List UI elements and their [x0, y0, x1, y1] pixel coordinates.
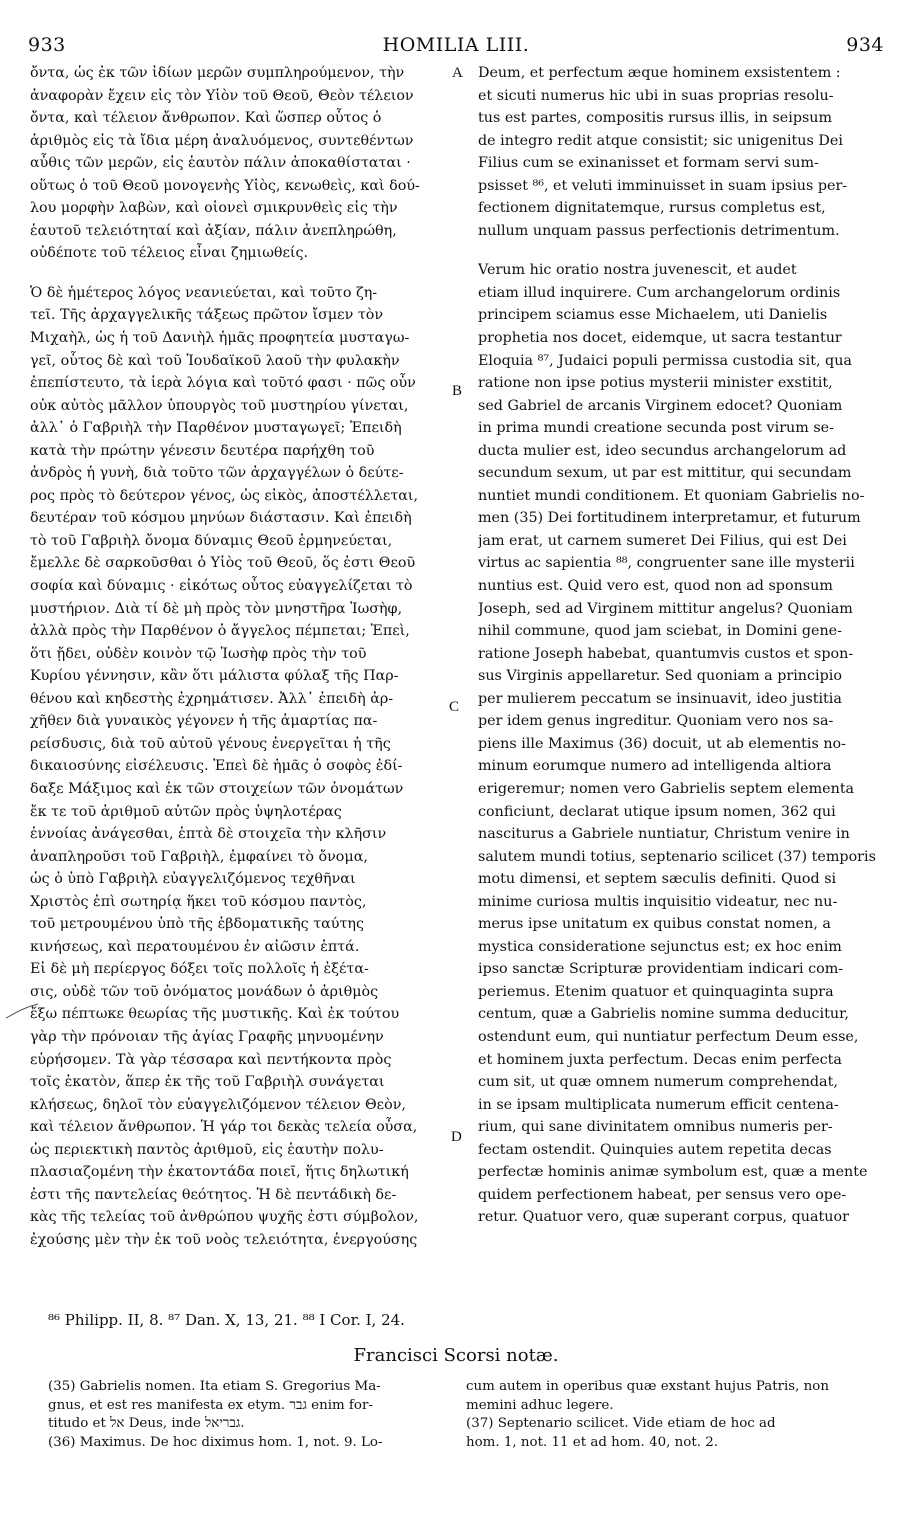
latin-line: ipso sanctæ Scripturæ providentiam indicari com-	[478, 961, 844, 978]
margin-letter-c: C	[449, 699, 460, 715]
note-line: memini adhuc legere.	[466, 1397, 614, 1413]
greek-line: ἔμελλε δὲ σαρκοῦσθαι ὁ Υἱὸς τοῦ Θεοῦ, ὅς ἐστι Θεοῦ	[30, 555, 416, 572]
margin-letter-b: B	[452, 383, 463, 399]
latin-line: Joseph, sed ad Virginem mittitur angelus? Quoniam	[478, 600, 853, 617]
greek-line: ἀλλ᾽ ὁ Γαβριὴλ τὴν Παρθένον μυσταγωγεῖ; Ἐπειδὴ	[30, 420, 402, 437]
greek-line: Ὁ δὲ ἡμέτερος λόγος νεανιεύεται, καὶ τοῦτο ζη-	[30, 284, 378, 301]
latin-line: nuntius est. Quid vero est, quod non ad sponsum	[478, 578, 833, 595]
greek-line: οὐδέποτε τοῦ τέλειος εἶναι ζημιωθείς.	[30, 245, 309, 262]
greek-line: δικαιοσύνης εἰσέλευσις. Ἐπεὶ δὲ ἡμᾶς ὁ σοφὸς ἐδί-	[30, 758, 403, 775]
latin-line: et hominem juxta perfectum. Decas enim perfecta	[478, 1051, 842, 1068]
latin-line: rium, qui sane divinitatem omnibus numeris per-	[478, 1119, 833, 1136]
latin-line: quidem perfectionem habeat, per sensus vero ope-	[478, 1186, 847, 1203]
greek-line: ἐχούσης μὲν τὴν ἐκ τοῦ νοὸς τελειότητα, ἐνεργούσης	[30, 1231, 418, 1248]
latin-line: conficiunt, declarat utique ipsum nomen, 362 qui	[478, 803, 836, 820]
greek-line: ἀριθμὸς εἰς τὰ ἴδια μέρη ἀναλυόμενος, συντεθέντων	[30, 132, 414, 149]
greek-line: εὑρήσομεν. Τὰ γὰρ τέσσαρα καὶ πεντήκοντα πρὸς	[30, 1051, 392, 1068]
greek-line: ἐννοίας ἀνάγεσθαι, ἑπτὰ δὲ στοιχεῖα τὴν κλῆσιν	[30, 826, 387, 843]
latin-line: sus Virginis appellaretur. Sed quoniam a principio	[478, 668, 842, 685]
greek-line: ρείσδυσις, διὰ τοῦ αὐτοῦ γένους ἐνεργεῖται ἡ τῆς	[30, 735, 391, 752]
left-page-number: 933	[28, 34, 66, 56]
greek-line: γεῖ, οὗτος δὲ καὶ τοῦ Ἰουδαϊκοῦ λαοῦ τὴν φυλακὴν	[30, 352, 400, 369]
latin-line: men (35) Dei fortitudinem interpretamur, et futurum	[478, 510, 861, 527]
running-title: HOMILIA LIII.	[382, 34, 530, 56]
latin-line: Eloquia ⁸⁷, Judaici populi permissa custodia sit, qua	[478, 352, 852, 369]
latin-line: merus ipse unitatum ex quibus constat nomen, a	[478, 916, 831, 933]
latin-line: psisset ⁸⁶, et veluti imminuisset in suam ipsius per-	[478, 177, 848, 194]
running-header	[24, 34, 888, 58]
greek-line: ὅτι ᾔδει, οὐδὲν κοινὸν τῷ Ἰωσὴφ πρὸς τὴν τοῦ	[30, 645, 367, 662]
greek-line: ὄντα, καὶ τέλειον ἄνθρωπον. Καὶ ὥσπερ οὗτος ὁ	[30, 110, 382, 127]
latin-line: prophetia nos docet, eidemque, ut sacra testantur	[478, 330, 842, 347]
latin-line: retur. Quatuor vero, quæ superant corpus, quatuor	[478, 1209, 849, 1226]
greek-text-column	[30, 62, 463, 1251]
latin-line: cum sit, ut quæ omnem numerum comprehendat,	[478, 1074, 838, 1091]
greek-line: τοῦ μετρουμένου ὑπὸ τῆς ἑβδοματικῆς ταύτης	[30, 916, 364, 933]
greek-line: κινήσεως, καὶ περατουμένου ἐν αἰῶσιν ἑπτά.	[30, 938, 360, 955]
latin-line: et sicuti numerus hic ubi in suas proprias resolu-	[478, 87, 834, 104]
greek-line: ὄντα, ὡς ἐκ τῶν ἰδίων μερῶν συμπληρούμενον, τὴν	[30, 65, 405, 81]
latin-line: principem sciamus esse Michaelem, uti Danielis	[478, 307, 828, 324]
greek-line: τεῖ. Τῆς ἀρχαγγελικῆς τάξεως πρῶτον ἴσμεν τὸν	[30, 307, 384, 324]
latin-line: minum eorumque numero ad intelligenda altiora	[478, 758, 832, 775]
margin-letter-a: A	[452, 65, 463, 81]
greek-line: ρος πρὸς τὸ δεύτερον γένος, ὡς εἰκὸς, ἀποστέλλεται,	[30, 487, 419, 504]
paragraph-gap	[478, 242, 880, 259]
greek-line: δαξε Μάξιμος καὶ ἐκ τῶν στοιχείων τῶν ὀνομάτων	[30, 780, 404, 797]
latin-line: nasciturus a Gabriele nuntiatur, Christum venire in	[478, 826, 850, 843]
latin-line: ostendunt eum, qui nuntiatur perfectum Deum esse,	[478, 1028, 859, 1045]
latin-line: Deum, et perfectum æque hominem exsistentem :	[478, 65, 841, 81]
greek-line: Εἰ δὲ μὴ περίεργος δόξει τοῖς πολλοῖς ἡ ἐξέτα-	[30, 961, 369, 978]
note-line: hom. 1, not. 11 et ad hom. 40, not. 2.	[466, 1434, 718, 1450]
greek-line: Μιχαὴλ, ὡς ἡ τοῦ Δανιὴλ ἡμᾶς προφητεία μυσταγω-	[30, 330, 410, 347]
latin-line: sed Gabriel de arcanis Virginem edocet? Quoniam	[478, 397, 843, 414]
latin-line: etiam illud inquirere. Cum archangelorum ordinis	[478, 284, 841, 301]
paragraph-gap	[30, 265, 460, 282]
latin-line: nuntiet mundi conditionem. Et quoniam Gabrielis no-	[478, 487, 865, 504]
greek-line: θένου καὶ κηδεστὴς ἐχρημάτισεν. Ἀλλ᾽ ἐπειδὴ ἀρ-	[30, 690, 394, 707]
greek-line: κλήσεως, δηλοῖ τὸν εὐαγγελιζόμενον τέλειον Θεὸν,	[30, 1096, 406, 1113]
latin-line: ducta mulier est, ideo secundus archangelorum ad	[478, 442, 847, 459]
greek-line: κὰς τῆς τελείας τοῦ ἀνθρώπου ψυχῆς ἐστι σύμβολον,	[30, 1209, 419, 1226]
latin-text-column	[478, 62, 880, 1229]
greek-line: τοῖς ἑκατὸν, ἅπερ ἐκ τῆς τοῦ Γαβριὴλ συνάγεται	[30, 1074, 385, 1091]
note-line: cum autem in operibus quæ exstant hujus Patris, non	[466, 1379, 829, 1394]
notes-left-column	[48, 1378, 448, 1452]
latin-line: secundum sexum, ut par est mittitur, qui secundam	[478, 465, 852, 482]
pencil-mark-icon	[4, 1000, 40, 1022]
greek-line: μυστήριον. Διὰ τί δὲ μὴ πρὸς τὸν μνηστῆρα Ἰωσὴφ,	[30, 600, 403, 617]
greek-line: καὶ τέλειον ἄνθρωπον. Ἡ γάρ τοι δεκὰς τελεία οὖσα,	[30, 1119, 418, 1136]
greek-line: λου μορφὴν λαβὼν, καὶ οἱονεὶ σμικρυνθεὶς εἰς τὴν	[30, 200, 398, 217]
latin-line: perfectæ hominis animæ symbolum est, quæ a mente	[478, 1164, 868, 1181]
latin-line: virtus ac sapientia ⁸⁸, congruenter sane ille mysterii	[478, 555, 855, 572]
greek-line: σοφία καὶ δύναμις · εἰκότως οὗτος εὐαγγελίζεται τὸ	[30, 578, 413, 595]
latin-line: salutem mundi totius, septenario scilicet (37) temporis	[478, 848, 876, 865]
greek-line: ἀλλὰ πρὸς τὴν Παρθένον ὁ ἄγγελος πέμπεται; Ἐπεὶ,	[30, 623, 410, 640]
latin-line: mystica consideratione sejunctus est; ex hoc enim	[478, 938, 842, 955]
greek-line: τὸ τοῦ Γαβριὴλ ὄνομα δύναμις Θεοῦ ἑρμηνεύεται,	[30, 532, 393, 549]
notes-right-column	[466, 1378, 876, 1452]
latin-line: Verum hic oratio nostra juvenescit, et audet	[478, 262, 797, 279]
latin-line: ratione non ipse potius mysterii minister exstitit,	[478, 375, 833, 392]
greek-line: δευτέραν τοῦ κόσμου μηνύων διάστασιν. Καὶ ἐπειδὴ	[30, 510, 412, 527]
latin-line: minime curiosa multis inquisitio videatur, nec nu-	[478, 893, 838, 910]
latin-line: in prima mundi creatione secunda post virum se-	[478, 420, 834, 437]
latin-line: jam erat, ut carnem sumeret Dei Filius, qui est Dei	[478, 532, 847, 549]
greek-line: ἀναφορὰν ἔχειν εἰς τὸν Υἱὸν τοῦ Θεοῦ, Θεὸν τέλειον	[30, 87, 414, 104]
latin-line: tus est partes, compositis rursus illis, in seipsum	[478, 110, 833, 127]
greek-line: Κυρίου γέννησιν, κἂν ὅτι μάλιστα φύλαξ τῆς Παρ-	[30, 668, 399, 685]
greek-line: πλασιαζομένη τὴν ἑκατοντάδα ποιεῖ, ἥτις δηλωτική	[30, 1164, 409, 1181]
note-line: (37) Septenario scilicet. Vide etiam de hoc ad	[466, 1416, 776, 1431]
greek-line: ἔκ τε τοῦ ἀριθμοῦ αὐτῶν πρὸς ὑψηλοτέρας	[30, 803, 342, 820]
note-line: (36) Maximus. De hoc diximus hom. 1, not. 9. Lo-	[48, 1434, 383, 1450]
latin-line: centum, quæ a Gabrielis nomine summa deducitur,	[478, 1006, 849, 1023]
note-line: (35) Gabrielis nomen. Ita etiam S. Gregorius Ma-	[48, 1379, 381, 1394]
latin-line: motu dimensi, et septem sæculis definiti. Quod si	[478, 871, 837, 888]
greek-line: ἐστι τῆς παντελείας θεότητος. Ἡ δὲ πεντάδικὴ δε-	[30, 1186, 397, 1203]
latin-line: ratione Joseph habebat, quantumvis custos et spon-	[478, 645, 854, 662]
greek-line: ἀναπληροῦσι τοῦ Γαβριὴλ, ἐμφαίνει τὸ ὄνομα,	[30, 848, 368, 865]
greek-line: ὡς ὁ ὑπὸ Γαβριὴλ εὐαγγελιζόμενος τεχθῆναι	[30, 871, 356, 888]
latin-line: erigeremur; nomen vero Gabrielis septem elementa	[478, 780, 855, 797]
margin-letter-d: D	[451, 1129, 462, 1145]
greek-line: οὕτως ὁ τοῦ Θεοῦ μονογενὴς Υἱὸς, κενωθεὶς, καὶ δού-	[30, 177, 420, 194]
greek-line: αὖθις τῶν μερῶν, εἰς ἑαυτὸν πάλιν ἀποκαθίσταται ·	[30, 155, 411, 172]
greek-line: ἑαυτοῦ τελειότηταί καὶ ἀξίαν, πάλιν ἀνεπληρώθη,	[30, 222, 397, 239]
scripture-footnotes: ⁸⁶ Philipp. II, 8. ⁸⁷ Dan. X, 13, 21. ⁸⁸ I Cor. I, 24.	[48, 1311, 405, 1329]
latin-line: de integro redit atque consistit; sic unigenitus Dei	[478, 132, 843, 149]
note-line: gnus, et est res manifesta ex etym. גבר enim for-	[48, 1397, 373, 1413]
greek-line: γὰρ τὴν πρόνοιαν τῆς ἁγίας Γραφῆς μηνυομένην	[30, 1028, 384, 1045]
greek-line: ἐπεπίστευτο, τὰ ἱερὰ λόγια καὶ τοῦτό φασι · πῶς οὖν	[30, 375, 416, 392]
latin-line: nihil commune, quod jam sciebat, in Domini gene-	[478, 623, 842, 640]
greek-line: ὡς περιεκτικὴ παντὸς ἀριθμοῦ, εἰς ἑαυτὴν πολυ-	[30, 1141, 384, 1158]
latin-line: piens ille Maximus (36) docuit, ut ab elementis no-	[478, 735, 846, 752]
greek-line: ἀνδρὸς ἡ γυνὴ, διὰ τοῦτο τῶν ἀρχαγγέλων ὁ δεύτε-	[30, 465, 404, 482]
latin-line: nullum unquam passus perfectionis detrimentum.	[478, 222, 840, 239]
greek-line: οὐκ αὐτὸς μᾶλλον ὑπουργὸς τοῦ μυστηρίου γίνεται,	[30, 397, 409, 414]
note-line: titudo et אל Deus, inde גבריאל.	[48, 1416, 245, 1431]
right-page-number: 934	[846, 34, 884, 56]
greek-line: κατὰ τὴν πρώτην γένεσιν δευτέρα παρήχθη τοῦ	[30, 442, 375, 459]
greek-line: Χριστὸς ἐπὶ σωτηρίᾳ ἥκει τοῦ κόσμου παντὸς,	[30, 893, 367, 910]
latin-line: per idem genus ingreditur. Quoniam vero nos sa-	[478, 713, 834, 730]
notes-title: Francisci Scorsi notæ.	[353, 1345, 559, 1366]
latin-line: fectam ostendit. Quinquies autem repetita decas	[478, 1141, 832, 1158]
latin-line: in se ipsam multiplicata numerum efficit centena-	[478, 1096, 839, 1113]
latin-line: Filius cum se exinanisset et formam servi sum-	[478, 155, 819, 172]
greek-line: χῆθεν διὰ γυναικὸς γέγονεν ἡ τῆς ἁμαρτίας πα-	[30, 713, 378, 730]
greek-line: σις, οὐδὲ τῶν τοῦ ὀνόματος μονάδων ὁ ἀριθμὸς	[30, 983, 379, 1000]
latin-line: periemus. Etenim quatuor et quinquaginta supra	[478, 983, 834, 1000]
latin-line: per mulierem peccatum se insinuavit, ideo justitia	[478, 690, 842, 707]
greek-line: ἔξω πέπτωκε θεωρίας τῆς μυστικῆς. Καὶ ἐκ τούτου	[30, 1006, 400, 1023]
latin-line: fectionem dignitatemque, rursus completus est,	[478, 200, 826, 217]
